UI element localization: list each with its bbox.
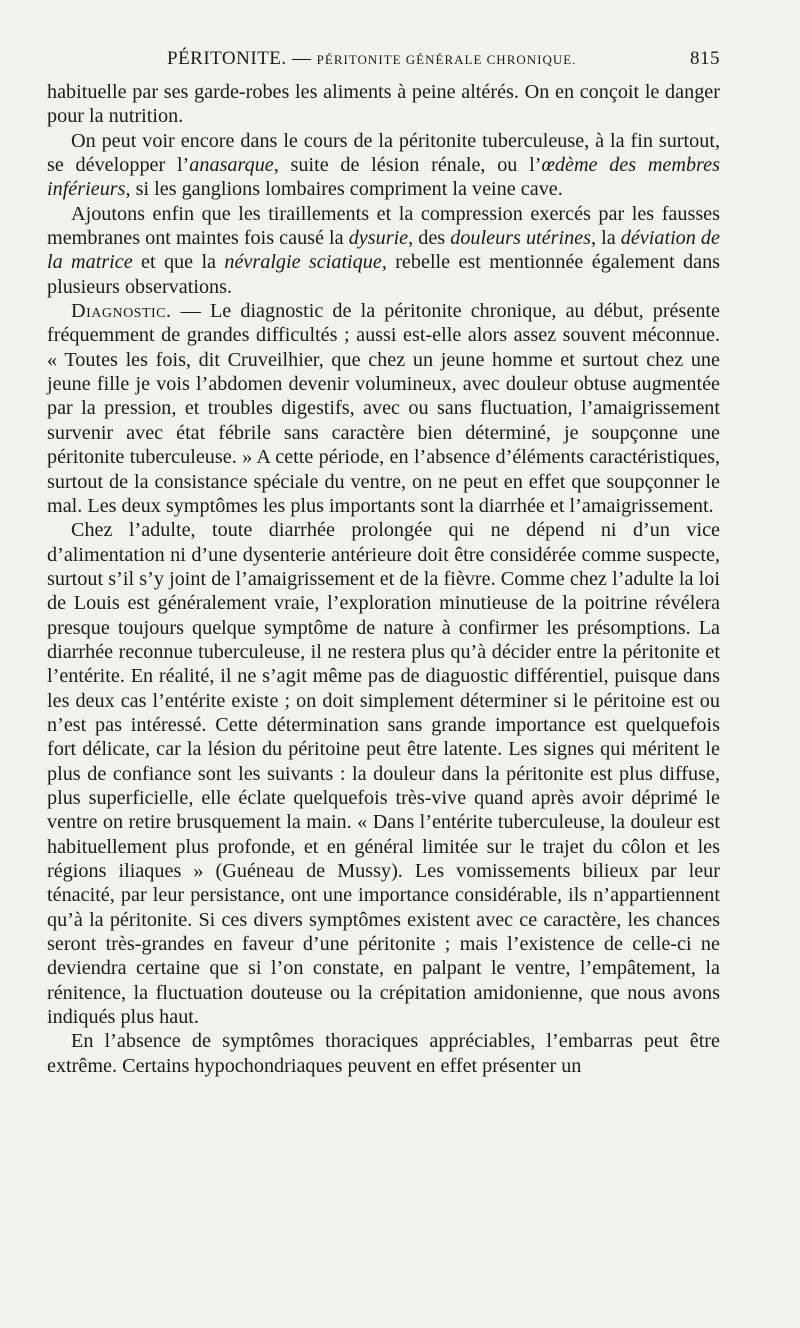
text-run: Ajoutons enfin que les tiraillements et la compression exercés par les fausses membranes ont maintes fois causé la: [47, 202, 720, 250]
page-number: 815: [690, 48, 720, 69]
text-run: , des: [408, 227, 451, 250]
text-run: , suite de lésion rénale, ou l’: [273, 154, 542, 177]
italic-term: névralgie sciatique: [224, 251, 382, 274]
paragraph: [47, 80, 720, 129]
section-title: PÉRITONITE GÉNÉRALE CHRONIQUE.: [316, 52, 577, 67]
text-run: , rebelle est mentionnée également dans plusieurs observations.: [47, 251, 721, 298]
section-heading: Diagnostic.: [71, 300, 172, 323]
running-head: [47, 40, 720, 80]
body-text: [47, 80, 720, 1078]
chapter-title: PÉRITONITE.: [167, 48, 287, 69]
italic-term: dysurie: [348, 227, 409, 250]
italic-term: douleurs utérines: [450, 227, 591, 250]
italic-term: anasarque: [189, 154, 274, 177]
italic-term: déviation de la matrice: [47, 227, 720, 274]
text-run: , la: [591, 227, 621, 250]
running-title: [167, 48, 576, 70]
text-run: — Le diagnostic de la péritonite chronique, au début, présente fréquemment de grandes difficultés ; aussi est-elle alors assez souvent méconnue. « Toutes les fois, dit Cruveilhier, que chez un jeune homme et surtout chez une jeune fille je vois l’abdomen devenir volumineux, avec douleur obtuse augmentée par la pression, et troubles digestifs, avec ou sans fluctuation, l’amaigrissement survenir avec état fébrile sans caractère bien déterminé, je soupçonne une péritonite tuberculeuse. » A cette période, en l’absence d’éléments caractéristiques, surtout de la consistance spéciale du ventre, on ne peut en effet que soupçonner le mal. Les deux symptômes les plus importants sont la diarrhée et l’amaigrissement.: [47, 300, 720, 517]
paragraph: [47, 129, 720, 202]
text-run: habituelle par ses garde-robes les aliments à peine altérés. On en conçoit le danger pour la nutrition.: [47, 81, 720, 128]
text-run: On peut voir encore dans le cours de la péritonite tuberculeuse, à la fin surtout, se développer l’: [47, 129, 720, 177]
paragraph: [47, 299, 720, 518]
title-dash: —: [286, 48, 317, 69]
text-run: En l’absence de symptômes thoraciques appréciables, l’embarras peut être extrême. Certains hypochondriaques peuvent en effet présenter un: [47, 1030, 720, 1077]
text-run: Chez l’adulte, toute diarrhée prolongée qui ne dépend ni d’un vice d’alimentation ni d’une dysenterie antérieure doit être considérée comme suspecte, surtout s’il s’y joint de l’amaigrissement et de la fièvre. Comme chez l’adulte la loi de Louis est généralement vraie, l’exploration minutieuse de la poitrine révélera presque toujours quelque symptôme de nature à confirmer les présomptions. La diarrhée reconnue tuberculeuse, il ne restera plus qu’à décider entre la péritonite et l’entérite. En réalité, il ne s’agit même pas de diaguostic différentiel, puisque dans les deux cas l’entérite existe ; on doit simplement déterminer si le péritoine est ou n’est pas intéressé. Cette détermination sans grande importance est quelquefois fort délicate, car la lésion du péritoine peut être latente. Les signes qui méritent le plus de confiance sont les suivants : la douleur dans la péritonite est plus diffuse, plus superficielle, elle éclate quelquefois très-vive quand après avoir déprimé le ventre on retire brusquement la main. « Dans l’entérite tuberculeuse, la douleur est habituellement plus profonde, et en général limitée sur le trajet du côlon et les régions iliaques » (Guéneau de Mussy). Les vomissements bilieux par leur ténacité, par leur persistance, ont une importance considérable, ils n’appartiennent qu’à la péritonite. Si ces divers symptômes existent avec ce caractère, les chances seront très-grandes en faveur d’une péritonite ; mais l’existence de celle-ci ne deviendra certaine que si l’on constate, en palpant le ventre, l’empâtement, la rénitence, la fluctuation douteuse ou la crépitation amidonienne, que nous avons indiqués plus haut.: [47, 519, 720, 1029]
paragraph: [47, 1029, 720, 1078]
text-run: , si les ganglions lombaires compriment la veine cave.: [125, 178, 563, 201]
paragraph: [47, 518, 720, 1029]
text-run: et que la: [132, 251, 225, 274]
italic-term: œdème des membres inférieurs: [47, 154, 720, 201]
paragraph: [47, 202, 720, 299]
